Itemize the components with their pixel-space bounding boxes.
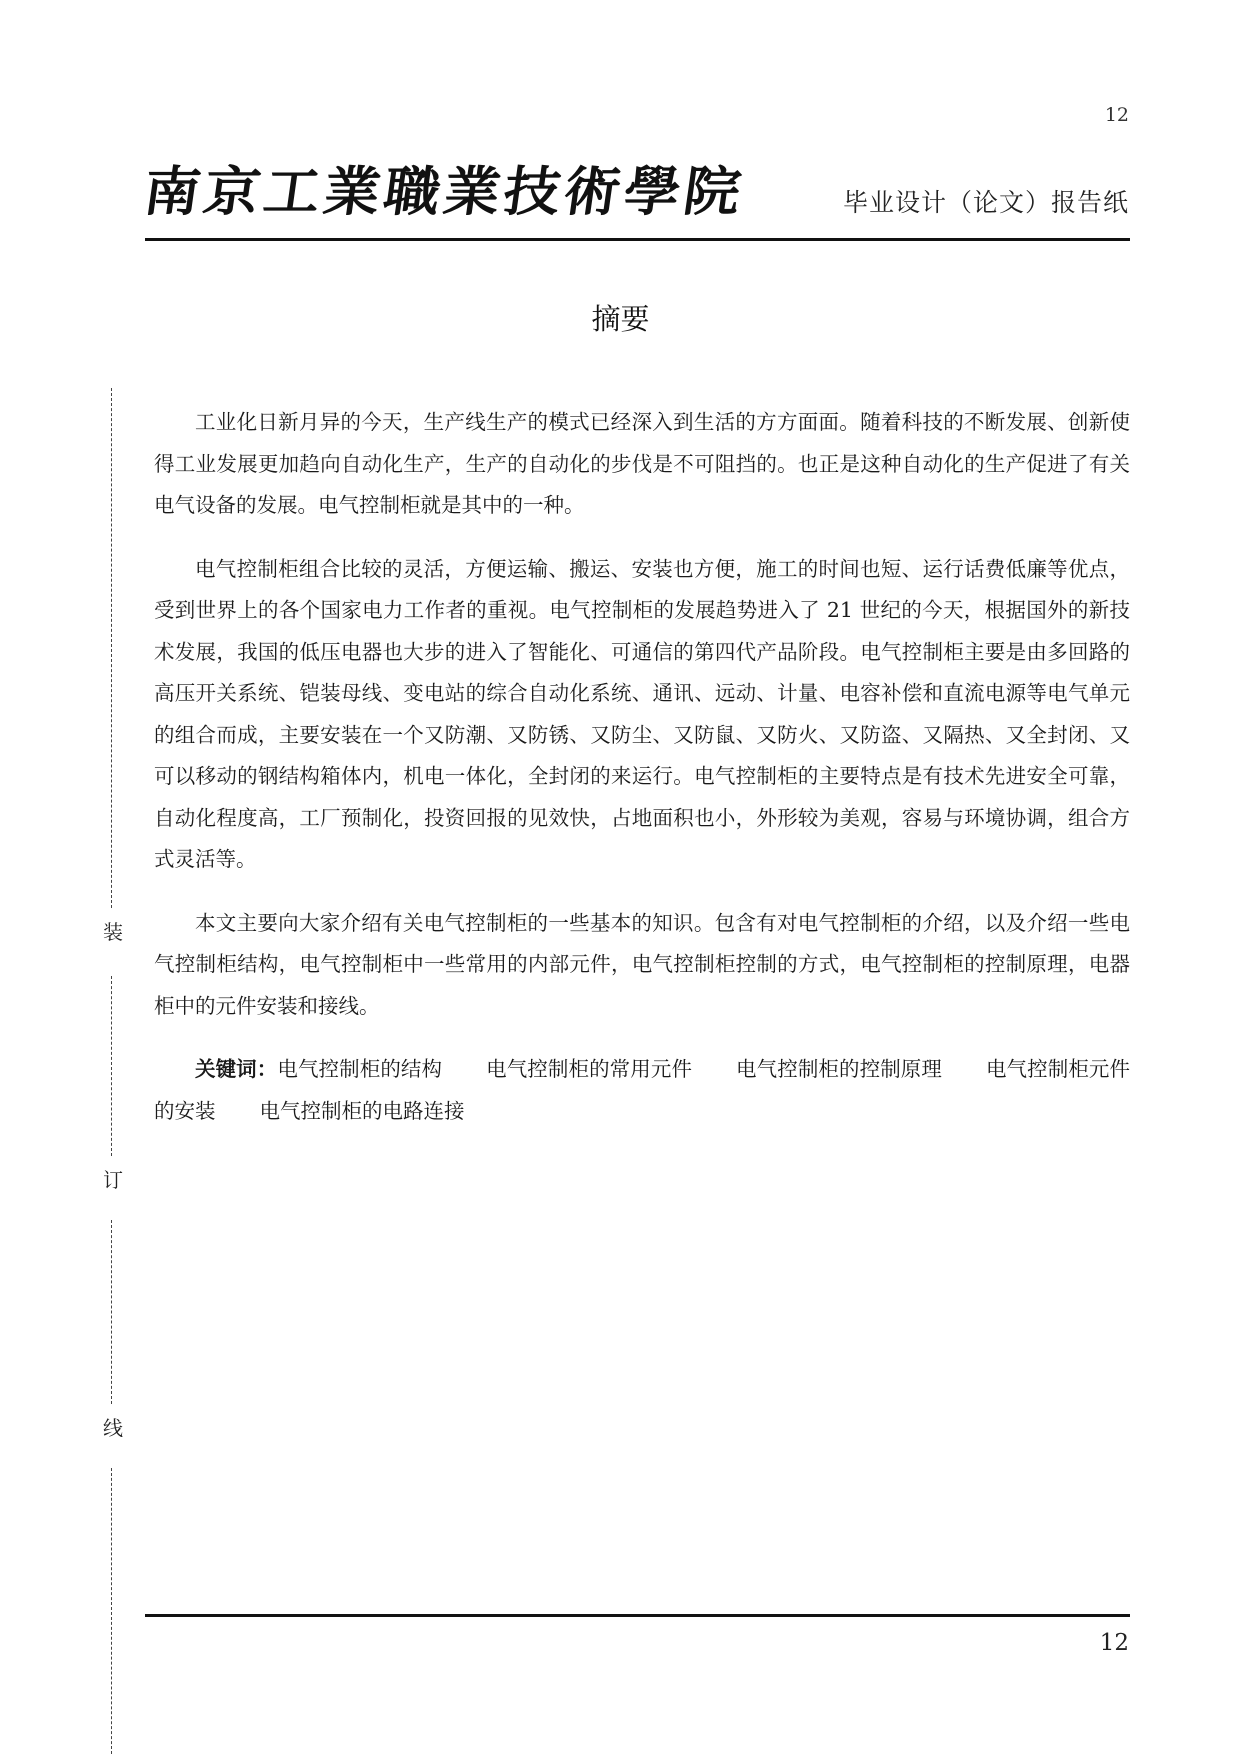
footer-rule: [145, 1614, 1130, 1617]
document-type-label: 毕业设计（论文）报告纸: [842, 188, 1129, 217]
header-rule: [145, 238, 1130, 241]
binding-dashed-line: [111, 976, 112, 1156]
binding-char-zhuang: 装: [103, 920, 123, 944]
keywords-line: [154, 1049, 1130, 1132]
page-number-top: 12: [1104, 104, 1129, 126]
abstract-body: [154, 402, 1130, 1154]
binding-char-xian: 线: [103, 1416, 123, 1440]
binding-dashed-line: [111, 1468, 112, 1754]
keyword-item: 电气控制柜的控制原理: [736, 1057, 942, 1081]
abstract-title: 摘要: [591, 302, 650, 336]
school-logo: 南京工業職業技術學院: [139, 160, 749, 224]
keyword-item: 电气控制柜元件的安装: [154, 1057, 1131, 1123]
keyword-item: 电气控制柜的常用元件: [486, 1057, 693, 1081]
keyword-item: 电气控制柜的电路连接: [259, 1098, 465, 1123]
binding-dashed-line: [111, 388, 112, 908]
binding-char-ding: 订: [103, 1168, 123, 1192]
abstract-paragraph-3: 本文主要向大家介绍有关电气控制柜的一些基本的知识。包含有对电气控制柜的介绍，以及介绍一些电气控制柜结构，电气控制柜中一些常用的内部元件，电气控制柜控制的方式，电气控制柜的控制原理，电器柜中的元件安装和接线。: [154, 910, 1130, 1018]
keyword-item: 电气控制柜的结构: [277, 1057, 443, 1081]
page-number-bottom: 12: [1099, 1630, 1129, 1656]
abstract-paragraph-1: 工业化日新月异的今天，生产线生产的模式已经深入到生活的方方面面。随着科技的不断发展、创新使得工业发展更加趋向自动化生产，生产的自动化的步伐是不可阻挡的。也正是这种自动化的生产促进了有关电气设备的发展。电气控制柜就是其中的一种。: [154, 410, 1130, 517]
binding-dashed-line: [111, 1220, 112, 1404]
abstract-paragraph-2: 电气控制柜组合比较的灵活，方便运输、搬运、安装也方便，施工的时间也短、运行话费低廉等优点，受到世界上的各个国家电力工作者的重视。电气控制柜的发展趋势进入了 21 世纪的今天，根据国外的新技术发展，我国的低压电器也大步的进入了智能化、可通信的第四代产品阶段。电气控制柜主要是由多回路的高压开关系统、铠装母线、变电站的综合自动化系统、通讯、远动、计量、电容补偿和直流电源等电气单元的组合而成，主要安装在一个又防潮、又防锈、又防尘、又防鼠、又防火、又防盗、又隔热、又全封闭、又可以移动的钢结构箱体内，机电一体化，全封闭的来运行。电气控制柜的主要特点是有技术先进安全可靠，自动化程度高，工厂预制化，投资回报的见效快，占地面积也小，外形较为美观，容易与环境协调，组合方式灵活等。: [154, 556, 1130, 871]
keywords-label: 关键词：: [195, 1057, 278, 1081]
binding-margin: [98, 388, 128, 1754]
